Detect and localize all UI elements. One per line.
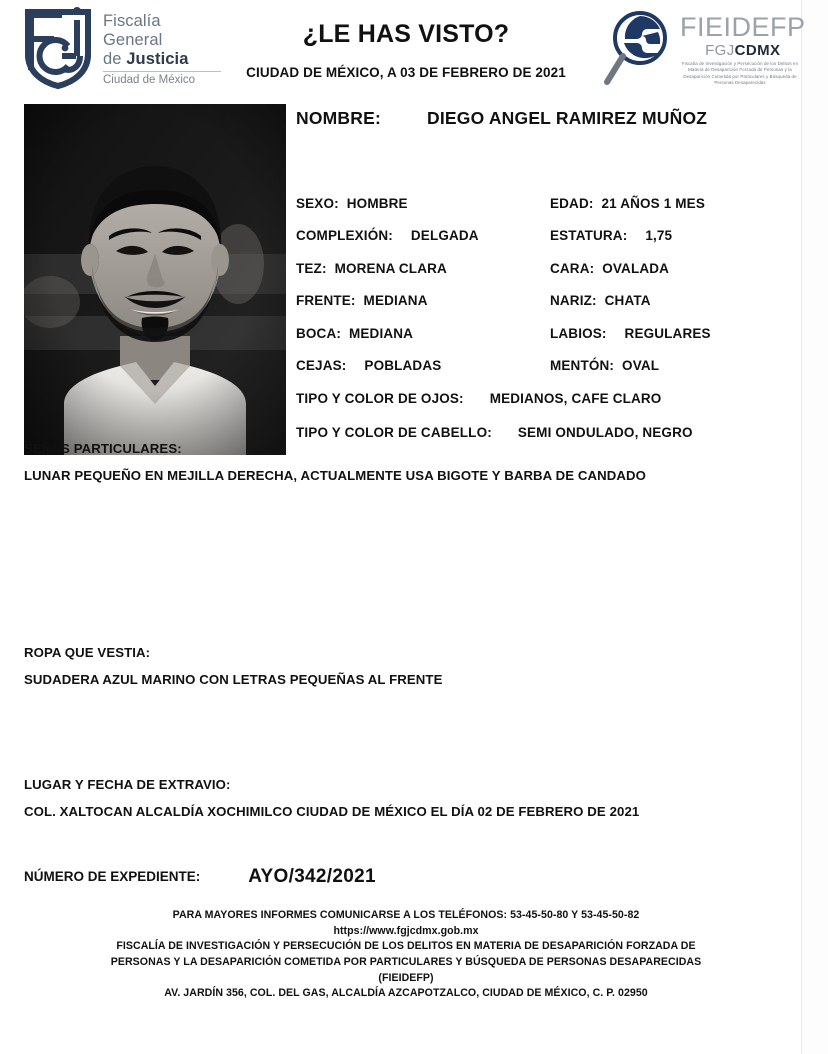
field-sexo xyxy=(296,196,408,211)
fieidefp-wordmark xyxy=(680,11,806,87)
field-cejas-value: POBLADAS xyxy=(364,357,442,373)
field-tez xyxy=(296,261,447,276)
field-complexion-label: COMPLEXIÓN: xyxy=(296,228,393,244)
lugar-value: COL. XALTOCAN ALCALDÍA XOCHIMILCO CIUDAD DE MÉXICO EL DÍA 02 DE FEBRERO DE 2021 xyxy=(24,804,640,819)
nombre-row xyxy=(296,108,707,129)
field-nariz xyxy=(550,293,651,308)
page-margin xyxy=(802,0,828,1054)
fgj-subtitle: Ciudad de México xyxy=(103,74,196,87)
ropa-value: SUDADERA AZUL MARINO CON LETRAS PEQUEÑAS AL FRENTE xyxy=(24,672,443,687)
fieidefp-description: Fiscalía de Investigación y Persecución de los Delitos en Materia de Desaparición Forzada de Personas y la Desaparición Cometida por Particulares y Búsqueda de Personas Desaparecidas xyxy=(681,60,799,85)
footer-website[interactable]: https://www.fgjcdmx.gob.mx xyxy=(333,924,479,937)
nombre-value: DIEGO ANGEL RAMIREZ MUÑOZ xyxy=(427,108,708,128)
fgj-shield-monogram-icon xyxy=(22,6,94,90)
senas-value: LUNAR PEQUEÑO EN MEJILLA DERECHA, ACTUALMENTE USA BIGOTE Y BARBA DE CANDADO xyxy=(24,468,646,483)
field-tipo-color-ojos xyxy=(296,391,661,406)
field-row xyxy=(296,228,816,260)
fieidefp-sub xyxy=(680,43,806,58)
nombre-label: NOMBRE: xyxy=(296,108,382,128)
footer-org-line-1: FISCALÍA DE INVESTIGACIÓN Y PERSECUCIÓN DE LOS DELITOS EN MATERIA DE DESAPARICIÓN FORZADA DE xyxy=(116,940,696,953)
fgj-line-1: Fiscalía xyxy=(103,12,161,30)
poster-header xyxy=(0,0,828,100)
expediente-value: AYO/342/2021 xyxy=(248,866,376,887)
field-row xyxy=(296,293,816,325)
field-ojos-value: MEDIANOS, CAFE CLARO xyxy=(489,391,662,406)
fieidefp-name: FIEIDEFP xyxy=(680,11,806,42)
field-labios-label: LABIOS: xyxy=(550,325,607,341)
field-estatura-label: ESTATURA: xyxy=(550,228,628,244)
fieidefp-sub-fgj: FGJ xyxy=(705,41,735,59)
field-complexion-value: DELGADA xyxy=(410,228,479,244)
field-estatura-value: 1,75 xyxy=(645,228,673,244)
footer-address: AV. JARDÍN 356, COL. DEL GAS, ALCALDÍA AZCAPOTZALCO, CIUDAD DE MÉXICO, C. P. 02950 xyxy=(164,987,648,1000)
field-menton-value: OVAL xyxy=(622,357,660,373)
field-boca xyxy=(296,326,413,341)
field-tipo-color-cabello xyxy=(296,425,693,440)
field-ojos-label: TIPO Y COLOR DE OJOS: xyxy=(296,391,464,406)
field-cara-value: OVALADA xyxy=(602,260,670,276)
lugar-label: LUGAR Y FECHA DE EXTRAVIO: xyxy=(24,777,231,792)
field-sexo-value: HOMBRE xyxy=(346,196,408,211)
field-labios-value: REGULARES xyxy=(624,325,711,341)
field-row xyxy=(296,358,816,390)
field-menton xyxy=(550,358,659,373)
senas-label: SEÑAS PARTICULARES: xyxy=(24,441,182,456)
field-cejas xyxy=(296,358,441,373)
senas-particulares-block xyxy=(24,441,646,483)
field-edad-value: 21 AÑOS 1 MES xyxy=(601,196,705,211)
field-cabello-value: SEMI ONDULADO, NEGRO xyxy=(517,425,693,440)
ropa-block xyxy=(24,645,442,687)
footer-phones: PARA MAYORES INFORMES COMUNICARSE A LOS TELÉFONOS: 53-45-50-80 Y 53-45-50-82 xyxy=(172,909,640,921)
field-edad xyxy=(550,196,705,211)
footer-org-line-2: PERSONAS Y LA DESAPARICIÓN COMETIDA POR PARTICULARES Y BÚSQUEDA DE PERSONAS DESAPARECIDAS xyxy=(110,956,702,969)
field-estatura xyxy=(550,228,672,243)
expediente-label: NÚMERO DE EXPEDIENTE: xyxy=(24,869,201,884)
poster-footer xyxy=(0,908,812,1002)
field-sexo-label: SEXO: xyxy=(296,196,339,211)
missing-person-photo xyxy=(24,104,286,455)
field-nariz-value: CHATA xyxy=(604,293,651,309)
page-edge-line xyxy=(801,0,802,1054)
field-boca-label: BOCA: xyxy=(296,325,341,341)
field-edad-label: EDAD: xyxy=(550,196,594,211)
expediente-row xyxy=(24,866,376,888)
ropa-label: ROPA QUE VESTIA: xyxy=(24,645,151,660)
fgj-line-2: General xyxy=(103,30,163,49)
page-title: ¿LE HAS VISTO? xyxy=(302,20,510,48)
field-labios xyxy=(550,326,711,341)
fieidefp-logo xyxy=(600,6,805,94)
field-cejas-label: CEJAS: xyxy=(296,357,347,373)
field-tez-value: MORENA CLARA xyxy=(334,260,447,276)
fgj-line-3-bold: Justicia xyxy=(126,49,189,68)
field-row xyxy=(296,326,816,358)
field-cara-label: CARA: xyxy=(550,260,595,276)
field-frente xyxy=(296,293,428,308)
field-menton-label: MENTÓN: xyxy=(550,357,615,373)
field-frente-value: MEDIANA xyxy=(363,293,428,309)
field-tez-label: TEZ: xyxy=(296,260,327,276)
field-cabello-label: TIPO Y COLOR DE CABELLO: xyxy=(296,425,492,440)
fieidefp-sub-cdmx: CDMX xyxy=(734,41,781,59)
physical-description-grid xyxy=(296,196,816,390)
field-row xyxy=(296,196,816,228)
field-complexion xyxy=(296,228,479,243)
field-boca-value: MEDIANA xyxy=(349,325,414,341)
photo-illustration xyxy=(24,104,286,455)
fgj-line-3-thin: de xyxy=(103,49,127,68)
page-subtitle-date: CIUDAD DE MÉXICO, A 03 DE FEBRERO DE 2021 xyxy=(246,65,566,80)
field-nariz-label: NARIZ: xyxy=(550,293,597,309)
field-frente-label: FRENTE: xyxy=(296,293,356,309)
field-row xyxy=(296,261,816,293)
field-cara xyxy=(550,261,669,276)
magnifier-puzzle-icon xyxy=(600,10,678,90)
lugar-fecha-block xyxy=(24,777,639,819)
footer-org-acronym: (FIEIDEFP) xyxy=(378,971,434,984)
